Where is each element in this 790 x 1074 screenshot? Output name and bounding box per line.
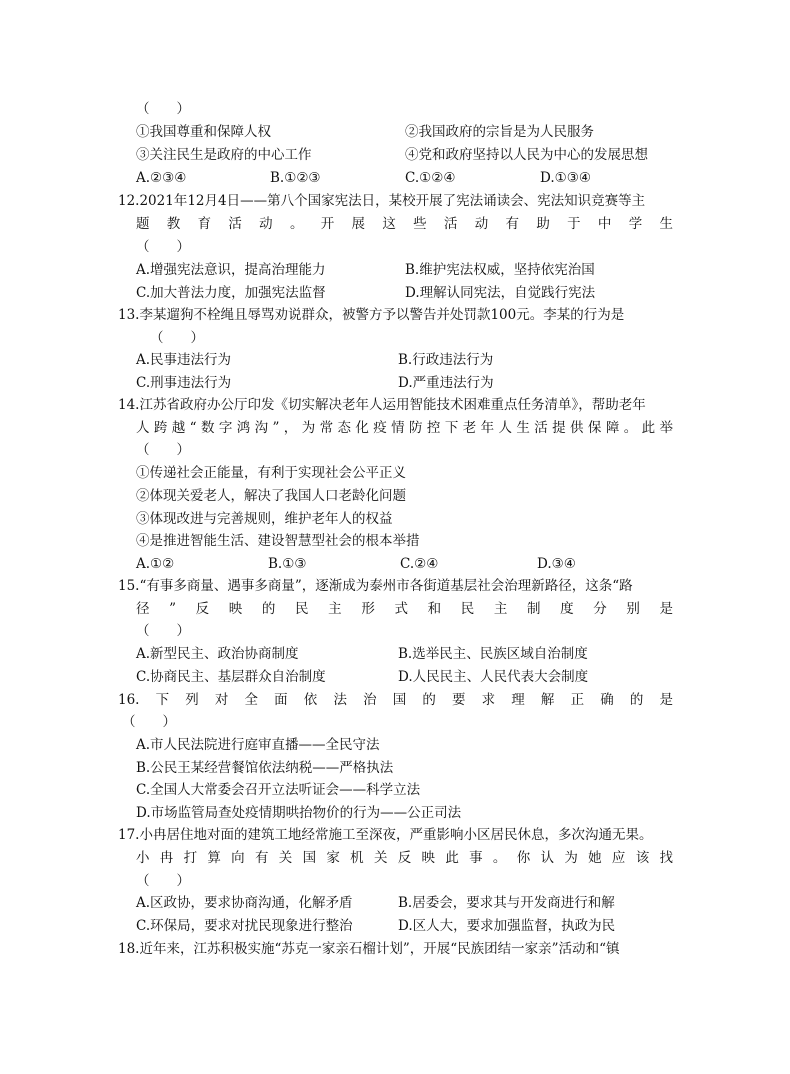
option-d: D.①③④: [540, 170, 591, 186]
statement-4: ④党和政府坚持以人民为中心的发展思想: [405, 147, 648, 163]
question-17-stem-cont: 小冉打算向有关国家机关反映此事。你认为她应该找: [136, 850, 673, 866]
question-12-stem: 12.2021年12月4日——第八个国家宪法日，某校开展了宪法诵读会、宪法知识竞赛等主: [118, 193, 646, 209]
answer-blank: （ ）: [136, 873, 190, 889]
option-d: D.区人大，要求加强监督，执政为民: [398, 918, 616, 934]
option-a: A.新型民主、政治协商制度: [136, 646, 299, 662]
option-c: C.刑事违法行为: [136, 375, 232, 391]
question-15-stem: 15.“有事多商量、遇事多商量”，逐渐成为泰州市各街道基层社会治理新路径，这条“路: [118, 578, 633, 594]
option-c: C.加大普法力度，加强宪法监督: [136, 285, 326, 301]
question-16-stem: 16.下列对全面依法治国的要求理解正确的是: [118, 692, 673, 708]
option-b: B.维护宪法权威，坚持依宪治国: [405, 262, 595, 278]
question-17-stem: 17.小冉居住地对面的建筑工地经常施工至深夜，严重影响小区居民休息，多次沟通无果。: [118, 827, 653, 843]
answer-blank: （ ）: [136, 442, 190, 458]
option-c: C.环保局，要求对扰民现象进行整治: [136, 918, 353, 934]
option-d: D.人民民主、人民代表大会制度: [398, 669, 589, 685]
option-b: B.①②③: [270, 170, 321, 186]
option-b: B.①③: [268, 556, 307, 572]
answer-blank: （ ）: [122, 714, 176, 730]
option-a: A.增强宪法意识，提高治理能力: [136, 262, 326, 278]
statement-1: ①我国尊重和保障人权: [136, 124, 271, 140]
option-a: A.市人民法院进行庭审直播——全民守法: [136, 737, 380, 753]
option-c: C.全国人大常委会召开立法听证会——科学立法: [136, 782, 421, 798]
statement-4: ④是推进智能生活、建设智慧型社会的根本举措: [136, 533, 420, 549]
statement-3: ③关注民生是政府的中心工作: [136, 147, 312, 163]
statement-1: ①传递社会正能量，有利于实现社会公平正义: [136, 465, 406, 481]
question-14-stem-cont: 人跨越“数字鸿沟”，为常态化疫情防控下老年人生活提供保障。此举: [136, 420, 673, 436]
question-12-stem-cont: 题教育活动。开展这些活动有助于中学生: [136, 216, 673, 232]
option-b: B.公民王某经营餐馆依法纳税——严格执法: [136, 760, 394, 776]
answer-blank: （ ）: [136, 239, 190, 255]
option-d: D.市场监管局查处疫情期哄抬物价的行为——公正司法: [136, 805, 462, 821]
option-c: C.协商民主、基层群众自治制度: [136, 669, 326, 685]
statement-3: ③体现改进与完善规则，维护老年人的权益: [136, 511, 393, 527]
question-15-stem-cont: 径”反映的民主形式和民主制度分别是: [136, 601, 673, 617]
option-b: B.行政违法行为: [398, 352, 494, 368]
question-13-stem: 13.李某遛狗不栓绳且辱骂劝说群众，被警方予以警告并处罚款100元。李某的行为是: [118, 307, 625, 323]
question-14-stem: 14.江苏省政府办公厅印发《切实解决老年人运用智能技术困难重点任务清单》，帮助老年: [118, 397, 646, 413]
option-b: B.居委会，要求其与开发商进行和解: [398, 895, 615, 911]
option-c: C.②④: [400, 556, 439, 572]
option-a: A.民事违法行为: [136, 352, 232, 368]
option-d: D.理解认同宪法，自觉践行宪法: [405, 285, 596, 301]
statement-2: ②我国政府的宗旨是为人民服务: [405, 124, 594, 140]
option-c: C.①②④: [405, 170, 456, 186]
option-a: A.区政协，要求协商沟通，化解矛盾: [136, 895, 353, 911]
option-a: A.①②: [136, 556, 175, 572]
option-d: D.③④: [537, 556, 576, 572]
statement-2: ②体现关爱老人，解决了我国人口老龄化问题: [136, 488, 406, 504]
answer-blank: （ ）: [150, 330, 204, 346]
answer-blank: （ ）: [136, 623, 190, 639]
option-d: D.严重违法行为: [398, 375, 494, 391]
option-b: B.选举民主、民族区域自治制度: [398, 646, 588, 662]
answer-blank: （ ）: [136, 101, 190, 117]
option-a: A.②③④: [136, 170, 187, 186]
question-18-stem: 18.近年来，江苏积极实施“苏克一家亲石榴计划”，开展“民族团结一家亲”活动和“镇: [118, 941, 620, 957]
